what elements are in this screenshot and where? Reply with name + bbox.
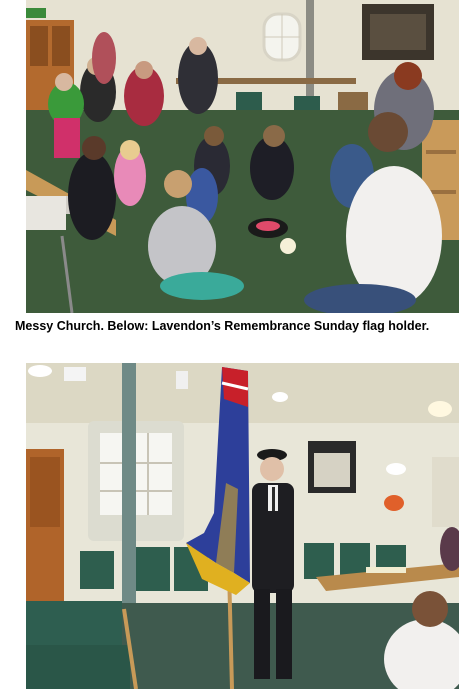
- messy-church-photo: [26, 0, 459, 313]
- photo-caption: Messy Church. Below: Lavendon’s Remembrance Sunday flag holder.: [15, 319, 430, 333]
- flag-holder-scene: [26, 363, 459, 689]
- messy-church-scene: [26, 0, 459, 313]
- flag-holder-photo: [26, 363, 459, 689]
